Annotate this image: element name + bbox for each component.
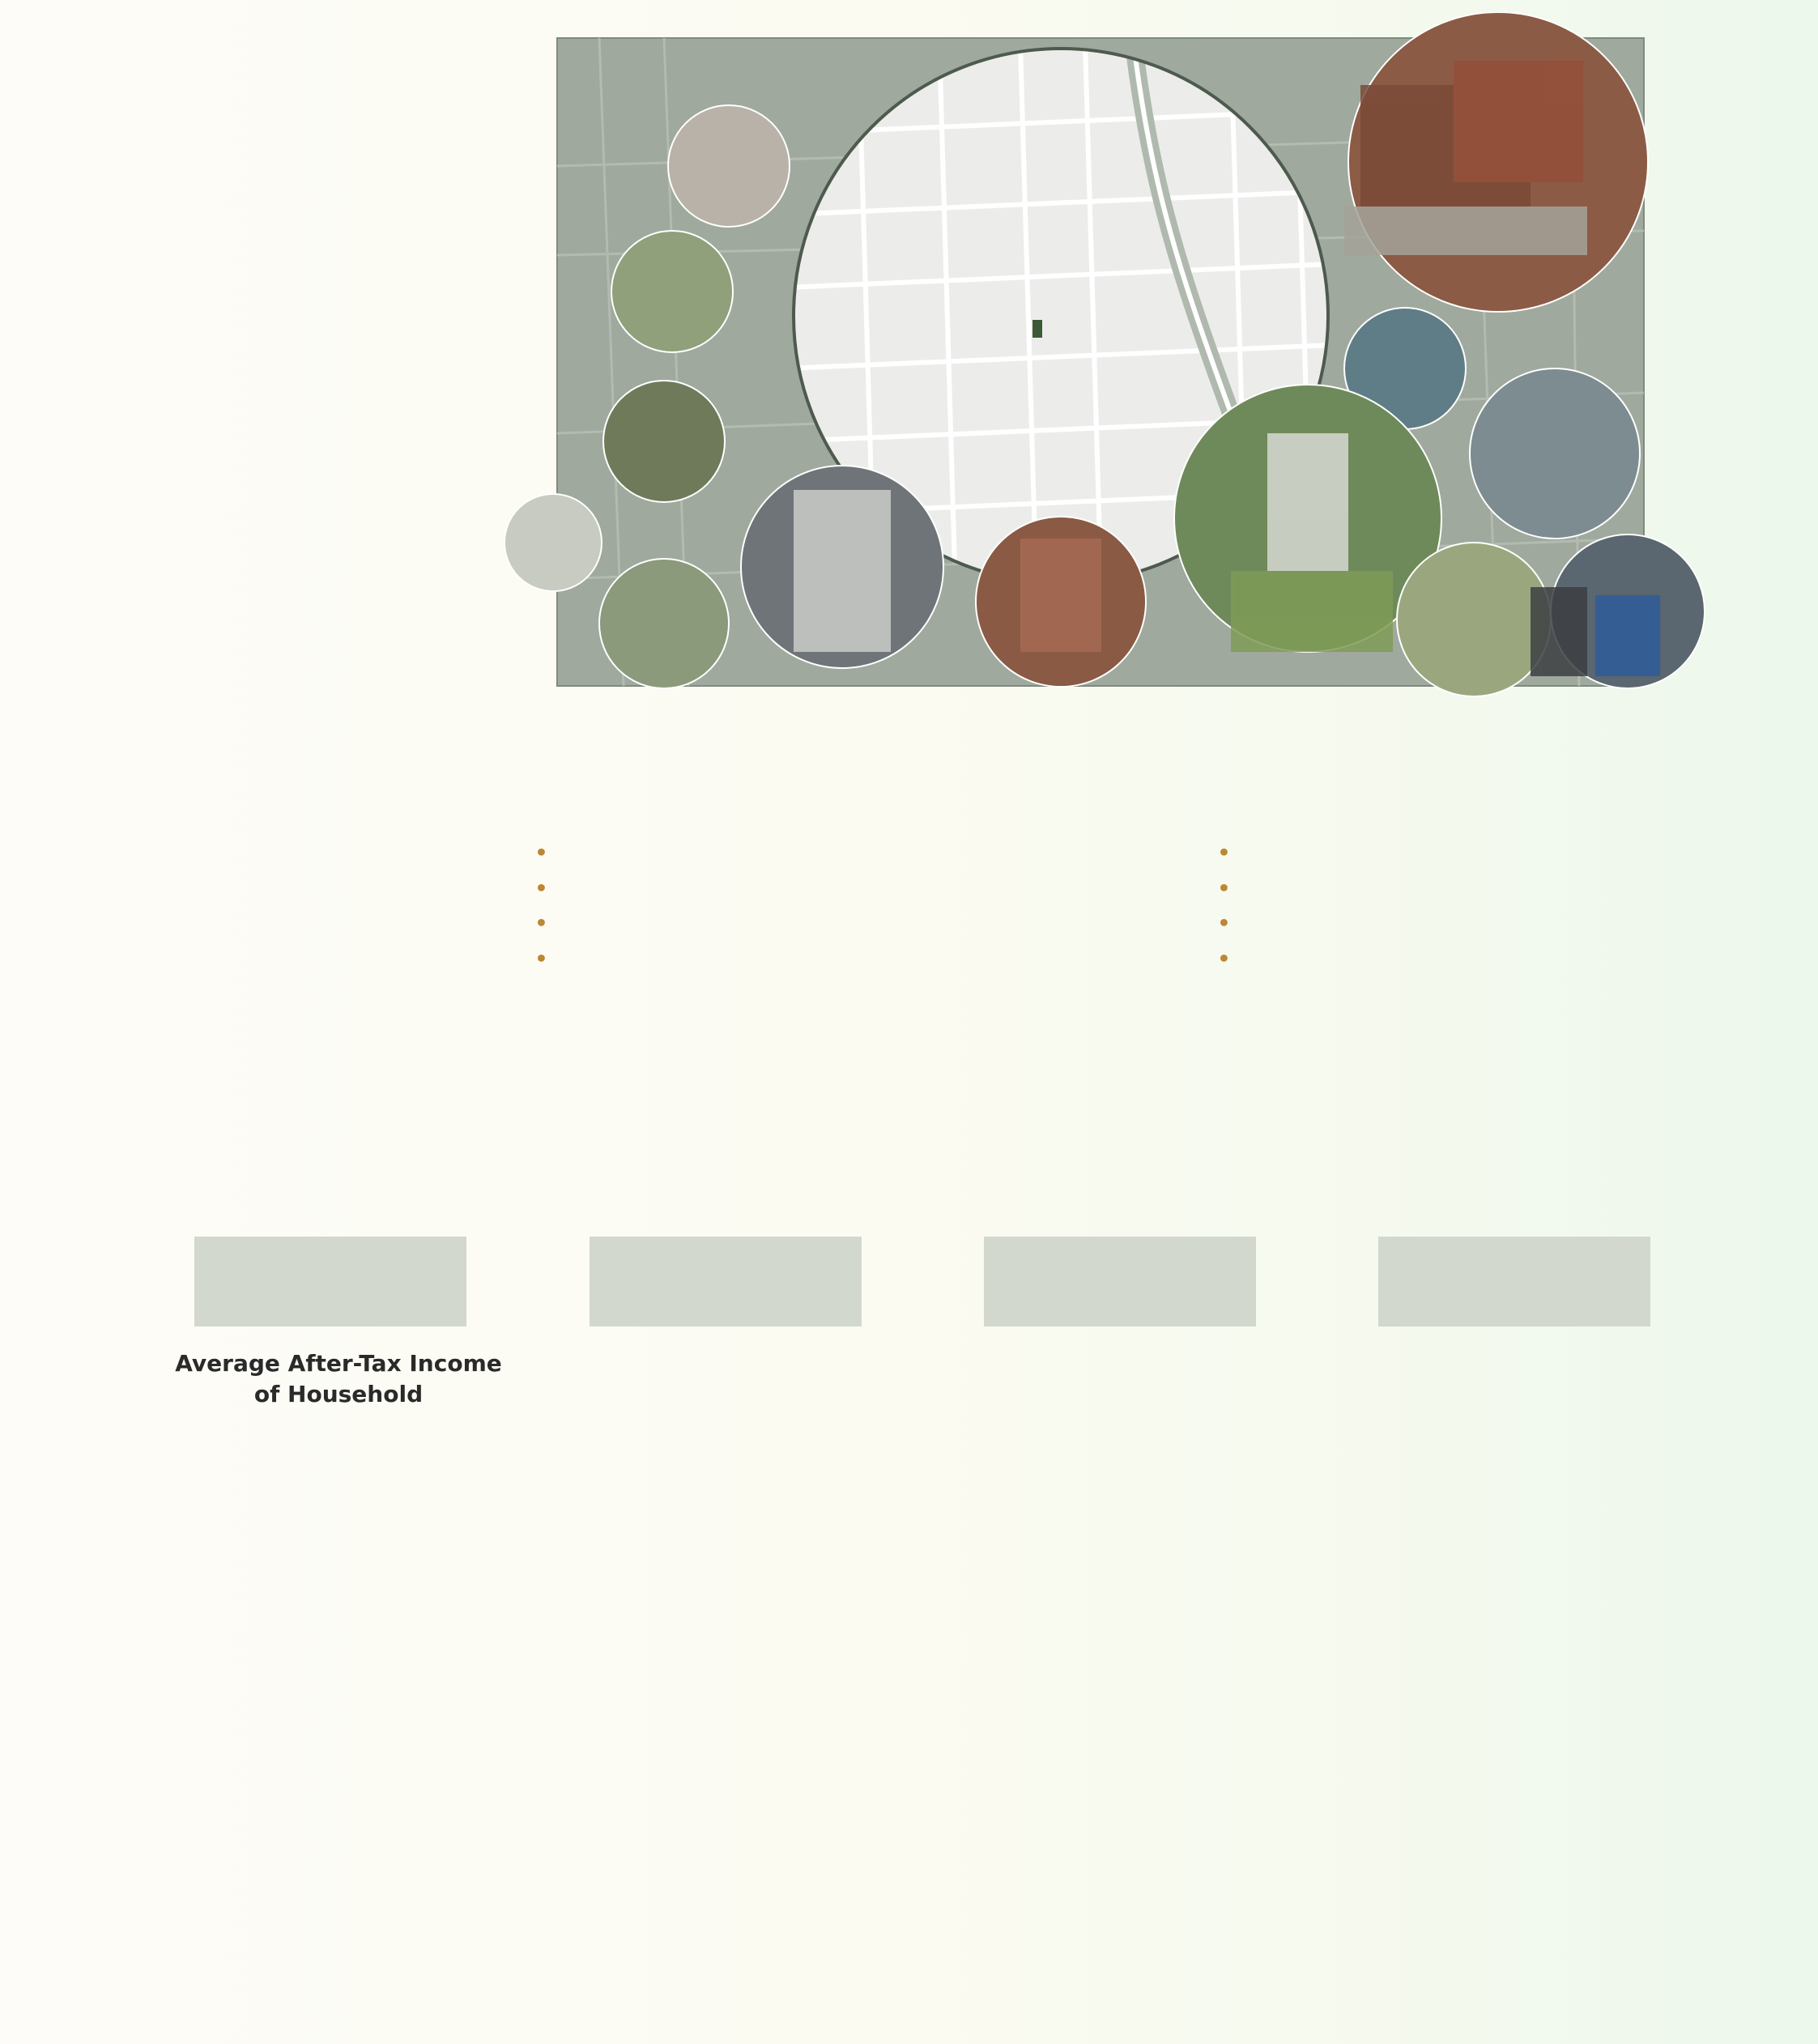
feature-item [537,905,563,940]
stat-income-value [194,1237,466,1326]
photo-plot [603,381,725,502]
bus-map [142,681,437,977]
road-traffic-map [142,23,437,318]
stat-population-value [1378,1237,1650,1326]
language-pie-chart [202,1486,737,2037]
photo-path [505,494,602,591]
feature-item [1220,834,1245,870]
stat-income-label: Average After-Tax Income of Household [175,1350,502,1407]
feature-item [1220,870,1245,905]
feature-item [537,834,563,870]
photo-garden [611,231,733,352]
site-marker [1032,320,1042,338]
feature-item [537,870,563,905]
photo-tower [668,105,790,227]
photo-bus-shelter [1470,368,1640,539]
feature-item [1220,940,1245,976]
features-right-list [1220,834,1245,975]
photo-park-edge [599,559,729,688]
feature-item [537,940,563,976]
photo-dog-walk [1397,543,1551,696]
bicycle-lane-map [142,352,437,648]
stat-household-value [984,1237,1256,1326]
features-left-list [537,834,563,975]
site-map-collage [502,12,1717,709]
stat-age-value [590,1237,862,1326]
feature-item [1220,905,1245,940]
recycling-bar-chart [1069,1478,1652,2037]
